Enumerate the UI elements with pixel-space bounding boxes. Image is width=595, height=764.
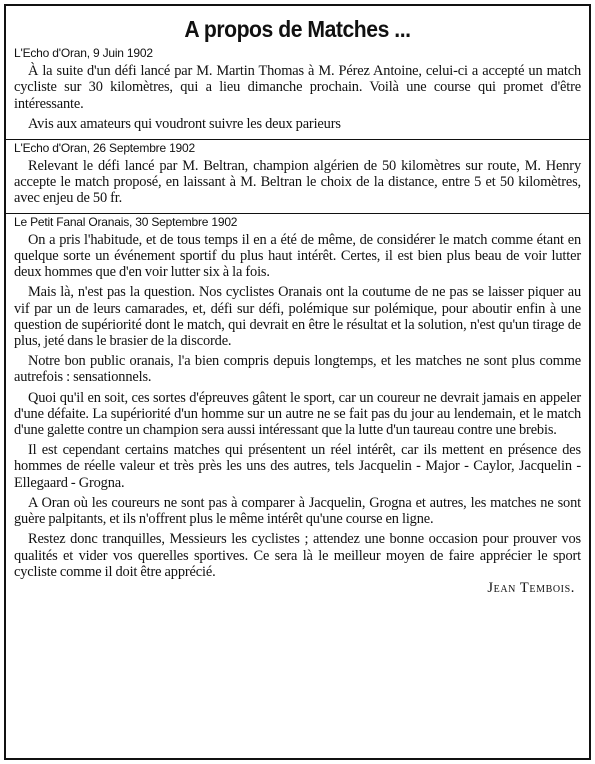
- paragraph: À la suite d'un défi lancé par M. Martin Thomas à M. Pérez Antoine, celui-ci a accepté un match cycliste sur 30 kilomètres, qui a lieu dimanche prochain. Voilà une course qui promet d'être intéressante.: [14, 63, 581, 112]
- article-section-2: [14, 139, 581, 207]
- section-source: L'Echo d'Oran, 9 Juin 1902: [14, 46, 153, 60]
- article-section-3: [14, 213, 581, 596]
- author-signature: Jean Tembois.: [487, 579, 575, 596]
- paragraph: On a pris l'habitude, et de tous temps il en a été de même, de considérer le match comme étant en quelque sorte un événement sportif du plus haut intérêt. Certes, il est bien plus beau de voir lutter deux hommes que d'en voir lutter six à la fois.: [14, 231, 581, 281]
- paragraph: Notre bon public oranais, l'a bien compris depuis longtemps, et les matches ne sont plus comme autrefois : sensationnels.: [14, 353, 581, 386]
- paragraph: Quoi qu'il en soit, ces sortes d'épreuves gâtent le sport, car un coureur ne devrait jamais en appeler d'une défaite. La supériorité d'un homme sur un autre ne se fait pas du jour au lendemain, et le match d'une galette contre un champion sera aussi intéressant que la lutte d'un taureau contre une brebis.: [14, 389, 581, 439]
- section-source: Le Petit Fanal Oranais, 30 Septembre 1902: [6, 213, 589, 230]
- paragraph: A Oran où les coureurs ne sont pas à comparer à Jacquelin, Grogna et autres, les matches ne sont guère palpitants, et ils n'offrent plus le même intérêt qu'une course en ligne.: [14, 494, 581, 528]
- article-section-1: [14, 46, 581, 133]
- page-title: A propos de Matches ...: [184, 16, 411, 42]
- section-source: L'Echo d'Oran, 26 Septembre 1902: [6, 139, 589, 156]
- paragraph: Mais là, n'est pas la question. Nos cyclistes Oranais ont la coutume de ne pas se laisser piquer au vif par un de leurs camarades, et, défi sur défi, polémique sur polémique, pour aboutir enfin à une question de supériorité dont le match, qui devrait en être le résultat et la solution, n'est qu'un tirage de plus, jeté dans le brasier de la discorde.: [14, 284, 581, 350]
- paragraph: Restez donc tranquilles, Messieurs les cyclistes ; attendez une bonne occasion pour prouver vos qualités et vider vos querelles sportives. Ce sera là le meilleur moyen de faire apprécier le sport cycliste comme il doit être apprécié.: [14, 531, 581, 580]
- paragraph: Relevant le défi lancé par M. Beltran, champion algérien de 50 kilomètres sur route, M. Henry accepte le match proposé, en laissant à M. Beltran le choix de la distance, entre 5 et 50 kilomètres, avec enjeu de 50 fr.: [14, 157, 581, 207]
- paragraph: Il est cependant certains matches qui présentent un réel intérêt, car ils mettent en présence des hommes de réelle valeur et très près les uns des autres, tels Jacquelin - Major - Caylor, Jacquelin - Ellegaard - Grogna.: [14, 442, 581, 491]
- article-frame: [4, 4, 591, 760]
- paragraph: Avis aux amateurs qui voudront suivre les deux parieurs: [28, 116, 341, 133]
